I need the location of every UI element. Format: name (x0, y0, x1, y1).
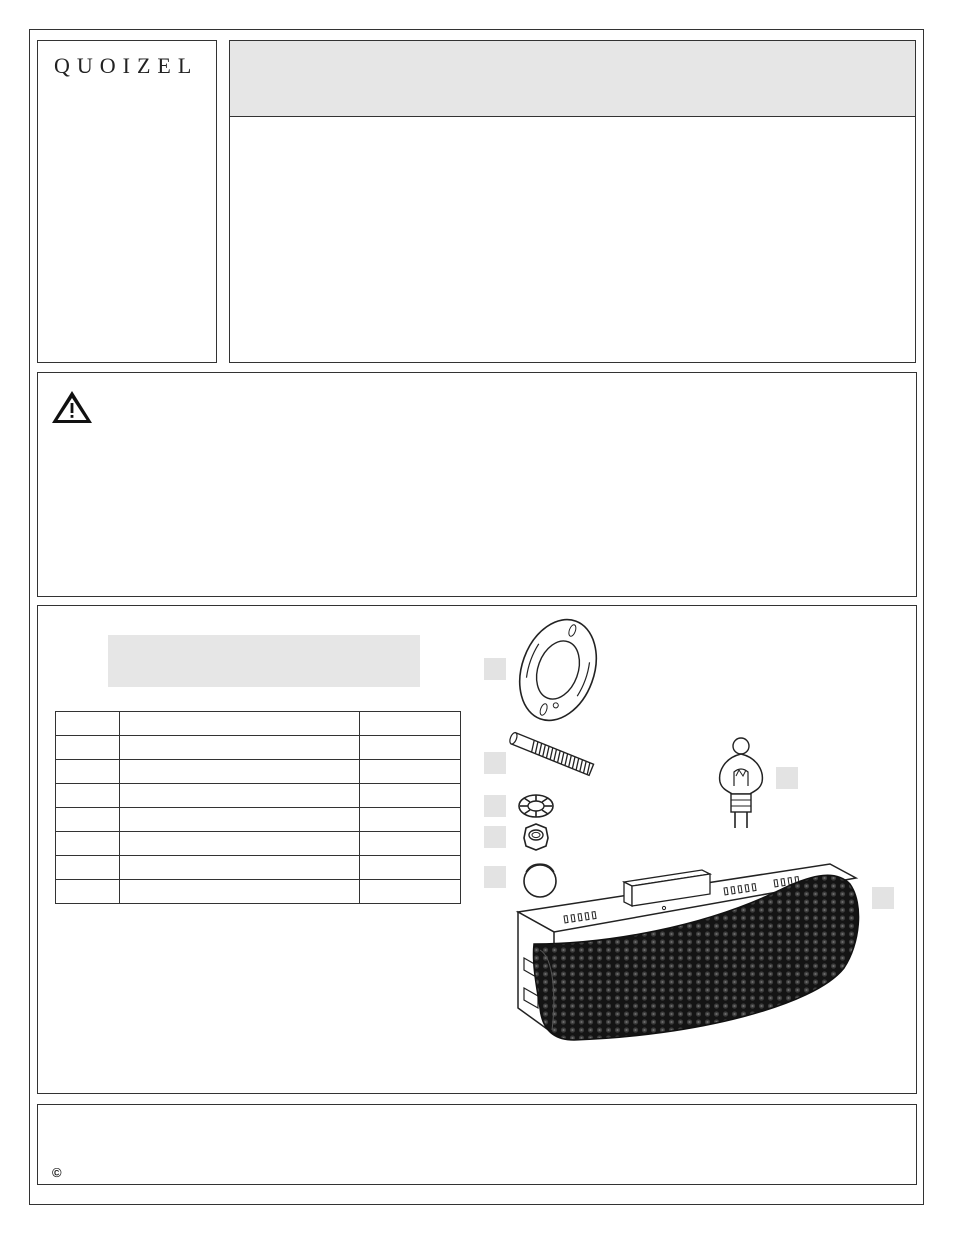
table-row (56, 832, 461, 856)
mounting-plate-icon (508, 614, 608, 726)
table-cell (360, 736, 461, 760)
part-tag-cap-nut (484, 866, 506, 888)
part-tag-lock-washer (484, 795, 506, 817)
warning-panel (37, 372, 917, 597)
part-tag-fixture-body (872, 887, 894, 909)
part-tag-mounting-plate (484, 658, 506, 680)
table-cell (360, 808, 461, 832)
parts-heading-band (108, 635, 420, 687)
part-tag-threaded-pipe (484, 752, 506, 774)
table-row (56, 784, 461, 808)
table-cell (120, 760, 360, 784)
table-cell (120, 736, 360, 760)
lock-washer-icon (516, 792, 556, 820)
table-row (56, 760, 461, 784)
fixture-body-icon (514, 858, 874, 1044)
table-header-row (56, 712, 461, 736)
parts-panel (37, 605, 917, 1094)
table-cell (56, 832, 120, 856)
table-cell (120, 856, 360, 880)
warning-triangle-icon (50, 389, 94, 425)
brand-logo: QUOIZEL (54, 53, 199, 78)
table-cell (360, 784, 461, 808)
table-row (56, 856, 461, 880)
table-cell (360, 760, 461, 784)
table-cell (360, 856, 461, 880)
table-header-cell (120, 712, 360, 736)
bulb-icon (710, 736, 768, 832)
table-cell (360, 832, 461, 856)
table-cell (120, 832, 360, 856)
table-row (56, 808, 461, 832)
table-cell (120, 808, 360, 832)
footer-panel (37, 1104, 917, 1185)
title-panel (229, 40, 916, 363)
table-cell (56, 760, 120, 784)
logo-panel (37, 40, 217, 363)
table-cell (120, 880, 360, 904)
table-cell (56, 880, 120, 904)
parts-table (55, 711, 461, 904)
table-cell (56, 736, 120, 760)
table-cell (56, 856, 120, 880)
table-cell (56, 808, 120, 832)
table-header-cell (360, 712, 461, 736)
table-row (56, 880, 461, 904)
hex-nut-icon (520, 822, 552, 852)
table-cell (360, 880, 461, 904)
part-tag-hex-nut (484, 826, 506, 848)
table-cell (120, 784, 360, 808)
threaded-pipe-icon (504, 722, 600, 788)
part-tag-bulb (776, 767, 798, 789)
table-row (56, 736, 461, 760)
table-header-cell (56, 712, 120, 736)
table-cell (56, 784, 120, 808)
title-band (230, 41, 915, 117)
copyright-symbol: © (52, 1165, 62, 1180)
